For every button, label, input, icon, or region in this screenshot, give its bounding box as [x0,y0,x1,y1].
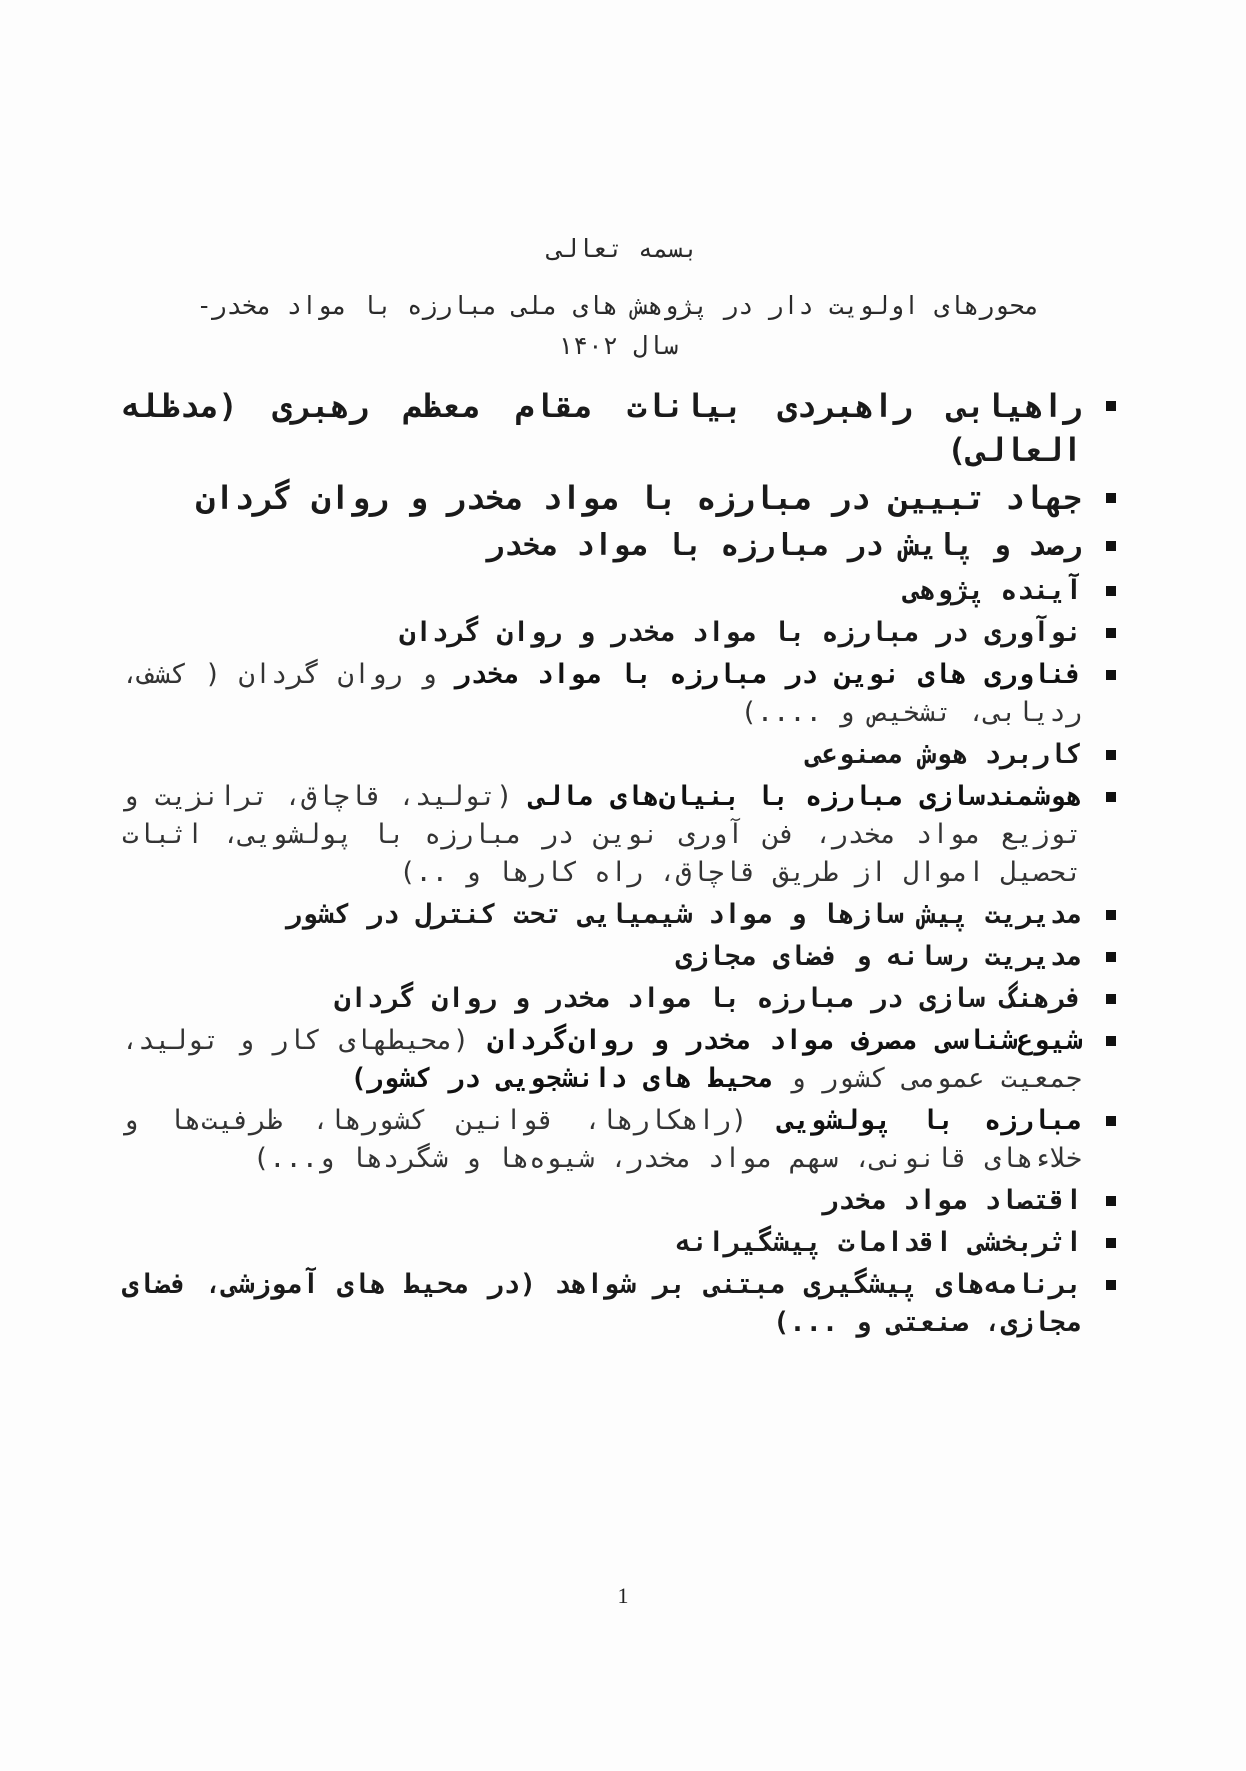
list-item [122,384,1122,472]
square-bullet-icon [1106,586,1116,596]
list-item-text: اثربخشی اقدامات پیشگیرانه [675,1227,1082,1258]
priority-topics-list [122,384,1122,1346]
square-bullet-icon [1106,670,1116,680]
list-item-detail: (محیطهای کار و تولید، جمعیت عمومی کشور و [122,1025,1082,1094]
list-item [122,1224,1122,1262]
list-item-text: نوآوری در مبارزه با مواد مخدر و روان گردان [399,617,1082,648]
list-item [122,938,1122,976]
list-item-text: مدیریت رسانه و فضای مجازی [675,941,1082,972]
list-item-text: کاربرد هوش مصنوعی [805,739,1082,770]
square-bullet-icon [1106,541,1116,551]
list-item-detail: و روان گردان ( کشف، ردیابی، تشخیص و ....) [122,659,1082,728]
list-item [122,1022,1122,1098]
list-item-text-2: محیط های دانشجویی در کشور) [350,1063,774,1094]
document-title: محورهای اولویت دار در پژوهش های ملی مبارزه با مواد مخدر- سال ۱۴۰۲ [196,291,1040,360]
list-item [122,614,1122,652]
list-item [122,736,1122,774]
list-item [122,656,1122,732]
square-bullet-icon [1106,910,1116,920]
list-item [122,1266,1122,1342]
list-item [122,476,1122,520]
square-bullet-icon [1106,493,1116,503]
invocation-heading: بسمه تعالی [547,234,699,263]
square-bullet-icon [1106,1238,1116,1248]
list-item-detail: (راهکارها، قوانین کشورها، ظرفیت‌ها و خلاءهای قانونی، سهم مواد مخدر، شیوه‌ها و شگردها و...) [122,1105,1082,1174]
square-bullet-icon [1106,628,1116,638]
square-bullet-icon [1106,1036,1116,1046]
list-item-text: رصد و پایش در مبارزه با مواد مخدر [485,528,1082,563]
list-item [122,778,1122,892]
list-item [122,572,1122,610]
list-item [122,980,1122,1018]
list-item-text: فناوری های نوین در مبارزه با مواد مخدر [454,659,1082,690]
list-item-text: آینده پژوهی [903,575,1082,606]
list-item-text: مدیریت پیش سازها و مواد شیمیایی تحت کنترل در کشور [285,899,1082,930]
list-item-text: جهاد تبیین در مبارزه با مواد مخدر و روان گردان [195,479,1082,517]
list-item-text: فرهنگ سازی در مبارزه با مواد مخدر و روان گردان [334,983,1082,1014]
list-item [122,524,1122,568]
square-bullet-icon [1106,1280,1116,1290]
square-bullet-icon [1106,952,1116,962]
page-number: 1 [617,1583,629,1608]
list-item-text: راهیابی راهبردی بیانات مقام معظم رهبری (مدظله العالی) [122,387,1082,469]
list-item-text: هوشمندسازی مبارزه با بنیان‌های مالی [528,781,1083,812]
square-bullet-icon [1106,1116,1116,1126]
square-bullet-icon [1106,401,1116,411]
list-item [122,1102,1122,1178]
list-item-detail: (تولید، قاچاق، ترانزیت و توزیع مواد مخدر، فن آوری نوین در مبارزه با پولشویی، اثبات تحصیل اموال از طریق قاچاق، راه کارها و ..) [122,781,1082,888]
list-item-text: شیوع‌شناسی مصرف مواد مخدر و روان‌گردان [487,1025,1082,1056]
square-bullet-icon [1106,1196,1116,1206]
list-item [122,1182,1122,1220]
list-item [122,896,1122,934]
list-item-text: مبارزه با پولشویی [777,1105,1083,1136]
square-bullet-icon [1106,994,1116,1004]
square-bullet-icon [1106,750,1116,760]
list-item-text: برنامه‌های پیشگیری مبتنی بر شواهد (در محیط های آموزشی، فضای مجازی، صنعتی و ...) [122,1269,1082,1338]
square-bullet-icon [1106,792,1116,802]
list-item-text: اقتصاد مواد مخدر [821,1185,1082,1216]
